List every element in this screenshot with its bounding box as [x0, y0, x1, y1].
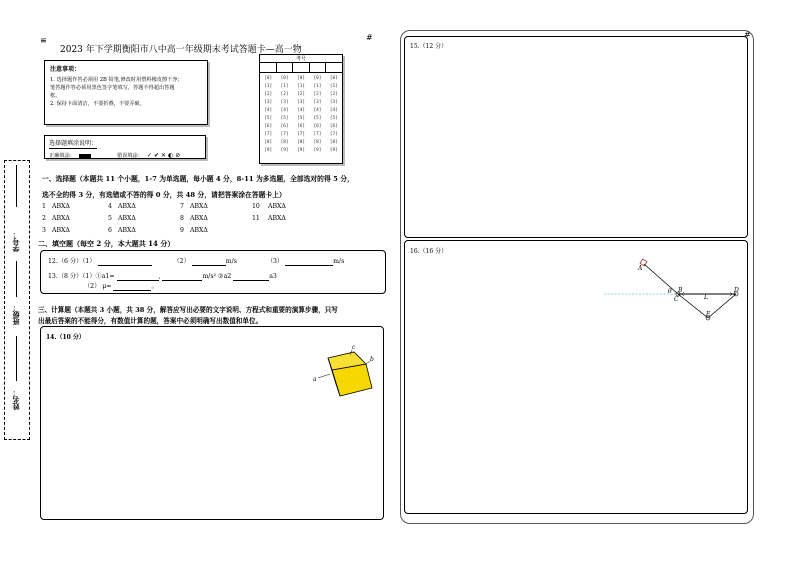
mc-question[interactable] — [180, 227, 208, 234]
mc-question-number: 9 — [180, 227, 184, 234]
q13b-blank[interactable] — [113, 283, 151, 291]
exam-id-bubble[interactable]: [9] — [329, 148, 338, 153]
mc-question-number: 4 — [108, 203, 112, 210]
exam-id-column[interactable] — [276, 75, 292, 155]
q16-label: 16.（16 分） — [410, 248, 448, 255]
q13-a1: a1= — [101, 273, 115, 280]
exam-id-write-boxes[interactable] — [260, 63, 342, 73]
mc-options[interactable]: ABXΔ — [190, 203, 208, 210]
exam-id-bubble[interactable]: [6] — [280, 124, 289, 129]
exam-id-bubble[interactable]: [0] — [280, 76, 289, 81]
q12-unit2: m/s — [225, 258, 237, 265]
exam-id-bubble[interactable]: [7] — [297, 132, 305, 137]
exam-id-bubble[interactable]: [1] — [313, 84, 322, 89]
notice-box — [44, 60, 208, 125]
mc-options[interactable]: ABXΔ — [190, 227, 208, 234]
mc-question-number: 5 — [108, 215, 112, 222]
name-label: 姓名： — [11, 389, 20, 410]
mc-options[interactable]: ABXΔ — [118, 203, 136, 210]
mc-options[interactable]: ABXΔ — [190, 215, 208, 222]
exam-id-bubble[interactable]: [8] — [297, 140, 305, 145]
mc-options[interactable]: ABXΔ — [118, 215, 136, 222]
q12-part2: （2） — [173, 258, 190, 265]
exam-id-bubble[interactable]: [8] — [280, 140, 289, 145]
exam-id-bubble[interactable]: [2] — [264, 92, 273, 97]
mc-options[interactable]: ABXΔ — [52, 203, 70, 210]
exam-id-bubble[interactable]: [0] — [329, 76, 338, 81]
section1-line1: 一、选择题（本题共 11 个小题，1-7 为单选题，每小题 4 分，8-11 为多选题，全部选对的得 5 分， — [42, 175, 354, 183]
q13b-end: 。 — [151, 283, 158, 290]
section1-line2: 选不全的得 3 分，有选错或不答的得 0 分，共 48 分，请把答案涂在答题卡上） — [42, 191, 286, 199]
q12-blank-2[interactable] — [192, 258, 226, 266]
q13-blank-3[interactable] — [233, 273, 269, 281]
q13b-label: （2） — [84, 283, 101, 290]
incline-line — [644, 264, 678, 294]
student-number-label: 学号： — [11, 231, 20, 252]
exam-id-bubble[interactable]: [1] — [264, 84, 273, 89]
mc-question[interactable] — [42, 203, 70, 210]
mc-question-number: 6 — [108, 227, 112, 234]
correct-fill-label: 正确填涂： — [49, 153, 75, 159]
page-title: 2023 年下学期衡阳市八中高一年级期末考试答题卡—高一物 — [60, 45, 302, 55]
write-line — [16, 336, 17, 381]
q14-block-figure — [310, 344, 380, 400]
exam-id-bubble[interactable]: [8] — [264, 140, 273, 145]
q13b-row — [84, 281, 158, 291]
exam-id-bubble[interactable]: [8] — [329, 140, 338, 145]
fig-label-A: A — [638, 265, 643, 272]
exam-id-bubble[interactable]: [9] — [313, 148, 322, 153]
exam-id-bubble[interactable]: [4] — [280, 108, 289, 113]
exam-id-bubble[interactable]: [3] — [264, 100, 273, 105]
exam-id-bubble[interactable]: [4] — [264, 108, 273, 113]
fig-label-L: L — [704, 294, 708, 301]
q13-blank-1[interactable] — [117, 273, 159, 281]
exam-id-bubble[interactable]: [1] — [297, 84, 305, 89]
q12-part3: （3） — [266, 258, 284, 265]
exam-id-bubble[interactable]: [1] — [329, 84, 338, 89]
mc-question[interactable] — [108, 203, 136, 210]
mc-options[interactable]: ABXΔ — [52, 215, 70, 222]
label-a-leader — [318, 374, 330, 378]
corner-mark-left: ≌ — [40, 36, 47, 45]
exam-id-bubble[interactable]: [8] — [313, 140, 322, 145]
exam-id-bubble[interactable]: [3] — [297, 100, 305, 105]
mc-question-number: 1 — [42, 203, 46, 210]
exam-id-bubble[interactable]: [6] — [329, 124, 338, 129]
q15-answer-box[interactable] — [404, 36, 748, 238]
exam-id-bubble[interactable]: [4] — [313, 108, 322, 113]
exam-id-column[interactable] — [260, 75, 276, 155]
exam-id-bubble[interactable]: [2] — [329, 92, 338, 97]
exam-id-bubble[interactable]: [5] — [280, 116, 289, 121]
exam-id-bubbles[interactable] — [260, 73, 342, 155]
mc-options[interactable]: ABXΔ — [268, 203, 286, 210]
wrong-fill-label: 错误填涂： — [116, 153, 143, 159]
corner-mark-right: # — [744, 30, 751, 39]
class-label: 班级： — [11, 304, 20, 325]
mc-question-number: 2 — [42, 215, 46, 222]
exam-id-bubble[interactable]: [7] — [329, 132, 338, 137]
wrong-mark-icon: ✓ — [146, 152, 152, 159]
fig-label-b: b — [370, 356, 374, 363]
exam-id-bubble[interactable]: [3] — [280, 100, 289, 105]
exam-id-heading: 考号 — [260, 55, 342, 63]
exam-id-bubble[interactable]: [5] — [329, 116, 338, 121]
q12-row — [48, 256, 344, 266]
wrong-fill-samples — [147, 152, 180, 159]
mc-question-number: 10 — [252, 203, 260, 210]
fig-label-E: E — [706, 311, 711, 318]
fill-guide-box — [44, 135, 206, 159]
exam-id-bubble[interactable]: [0] — [313, 76, 322, 81]
wrong-mark-icon: ⊘ — [175, 152, 181, 159]
fig-label-a: a — [313, 376, 317, 383]
exam-id-bubble[interactable]: [5] — [264, 116, 273, 121]
mc-question[interactable] — [108, 227, 136, 234]
mc-options[interactable]: ABXΔ — [118, 227, 136, 234]
mc-question[interactable] — [180, 215, 208, 222]
q13b-mu: μ= — [102, 283, 112, 290]
mc-question[interactable] — [42, 227, 70, 234]
exam-id-bubble[interactable]: [5] — [313, 116, 322, 121]
mc-question[interactable] — [252, 215, 286, 222]
q15-label: 15.（12 分） — [410, 43, 448, 50]
exam-id-bubble[interactable]: [5] — [297, 116, 305, 121]
q13-blank-2[interactable] — [162, 273, 202, 281]
mc-question[interactable] — [180, 203, 208, 210]
notice-item: 2. 保持卡面清洁，不要折叠，不要弄破。 — [50, 101, 145, 107]
mc-question[interactable] — [108, 215, 136, 222]
q13-circle2: ② — [218, 273, 224, 280]
notice-heading: 注意事项： — [50, 66, 81, 73]
section3-line2: 出最后答案的不能得分，有数值计算的题，答案中必须明确写出数值和单位。 — [38, 317, 263, 325]
mc-question-number: 11 — [252, 215, 260, 222]
exam-id-bubble[interactable]: [4] — [329, 108, 338, 113]
mc-options[interactable]: ABXΔ — [268, 215, 286, 222]
exam-id-column[interactable] — [309, 75, 325, 155]
notice-item: 笔答题作答必须用黑色签字笔填写，答题不得超出答题 — [50, 85, 175, 91]
wrong-mark-icon: ✔ — [153, 152, 159, 159]
exam-id-bubble[interactable]: [2] — [297, 92, 305, 97]
exam-id-bubble[interactable]: [9] — [264, 148, 273, 153]
q12-unit3: m/s — [333, 258, 345, 265]
write-line — [16, 165, 17, 207]
exam-id-bubble[interactable]: [2] — [313, 92, 322, 97]
q13-unit1: m/s² — [202, 273, 217, 280]
section3-line1: 三、计算题（本题共 3 小题，共 38 分，解答应写出必要的文字说明、方程式和重要的演算步骤，只写 — [38, 306, 338, 314]
exam-id-grid — [259, 54, 343, 164]
exam-id-bubble[interactable]: [3] — [313, 100, 322, 105]
exam-id-bubble[interactable]: [2] — [280, 92, 289, 97]
exam-id-column[interactable] — [326, 75, 342, 155]
mc-question[interactable] — [252, 203, 286, 210]
mc-options[interactable]: ABXΔ — [52, 227, 70, 234]
q12-blank-3[interactable] — [285, 258, 333, 266]
mc-question[interactable] — [42, 215, 70, 222]
student-info-strip — [4, 160, 30, 440]
exam-id-bubble[interactable]: [0] — [264, 76, 273, 81]
exam-id-column[interactable] — [293, 75, 309, 155]
fig-label-D: D — [734, 287, 739, 294]
corner-mark-mid: # — [366, 33, 373, 42]
fig-label-C: C — [674, 296, 679, 303]
fig-label-c: c — [352, 344, 356, 351]
q16-incline-figure — [604, 256, 754, 328]
exam-id-bubble[interactable]: [3] — [329, 100, 338, 105]
section2-heading: 二、填空题（每空 2 分，本大题共 14 分） — [38, 239, 175, 248]
exam-id-bubble[interactable]: [7] — [313, 132, 322, 137]
q14-label: 14.（10 分） — [46, 334, 85, 341]
exam-id-bubble[interactable]: [6] — [264, 124, 273, 129]
exam-id-bubble[interactable]: [0] — [297, 76, 305, 81]
belt-right — [708, 294, 736, 318]
mc-question-number: 3 — [42, 227, 46, 234]
notice-item: 框。 — [50, 93, 61, 99]
exam-id-bubble[interactable]: [6] — [297, 124, 305, 129]
wrong-mark-icon: ✕ — [160, 152, 166, 159]
exam-id-bubble[interactable]: [7] — [264, 132, 273, 137]
exam-id-bubble[interactable]: [9] — [280, 148, 289, 153]
write-line — [16, 261, 17, 297]
notice-item: 1. 选择题作答必须用 2B 铅笔,修改时用塑料橡皮擦干净； — [50, 77, 183, 83]
exam-id-bubble[interactable]: [9] — [297, 148, 305, 153]
exam-id-bubble[interactable]: [7] — [280, 132, 289, 137]
exam-id-bubble[interactable]: [1] — [280, 84, 289, 89]
fig-label-theta: θ — [668, 288, 672, 295]
q13-label: 13.（8 分）（1）① — [48, 273, 102, 280]
correct-fill-sample — [79, 154, 91, 158]
mc-question-number: 7 — [180, 203, 184, 210]
q12-blank-1[interactable] — [98, 258, 152, 266]
q12-label: 12.（6 分）（1） — [48, 258, 96, 265]
exam-id-bubble[interactable]: [6] — [313, 124, 322, 129]
wrong-mark-icon: ◐ — [168, 152, 174, 159]
fig-label-B: B — [678, 287, 683, 294]
q13-row: 13.（8 分）（1）①a1= , m/s² ②a2 a3 — [48, 273, 277, 280]
q13-a3: a3 — [269, 273, 277, 280]
fill-guide-heading: 选择题填涂说明： — [49, 140, 98, 147]
mc-question-number: 8 — [180, 215, 184, 222]
q13-a2: a2 — [223, 273, 232, 280]
exam-id-bubble[interactable]: [4] — [297, 108, 305, 113]
